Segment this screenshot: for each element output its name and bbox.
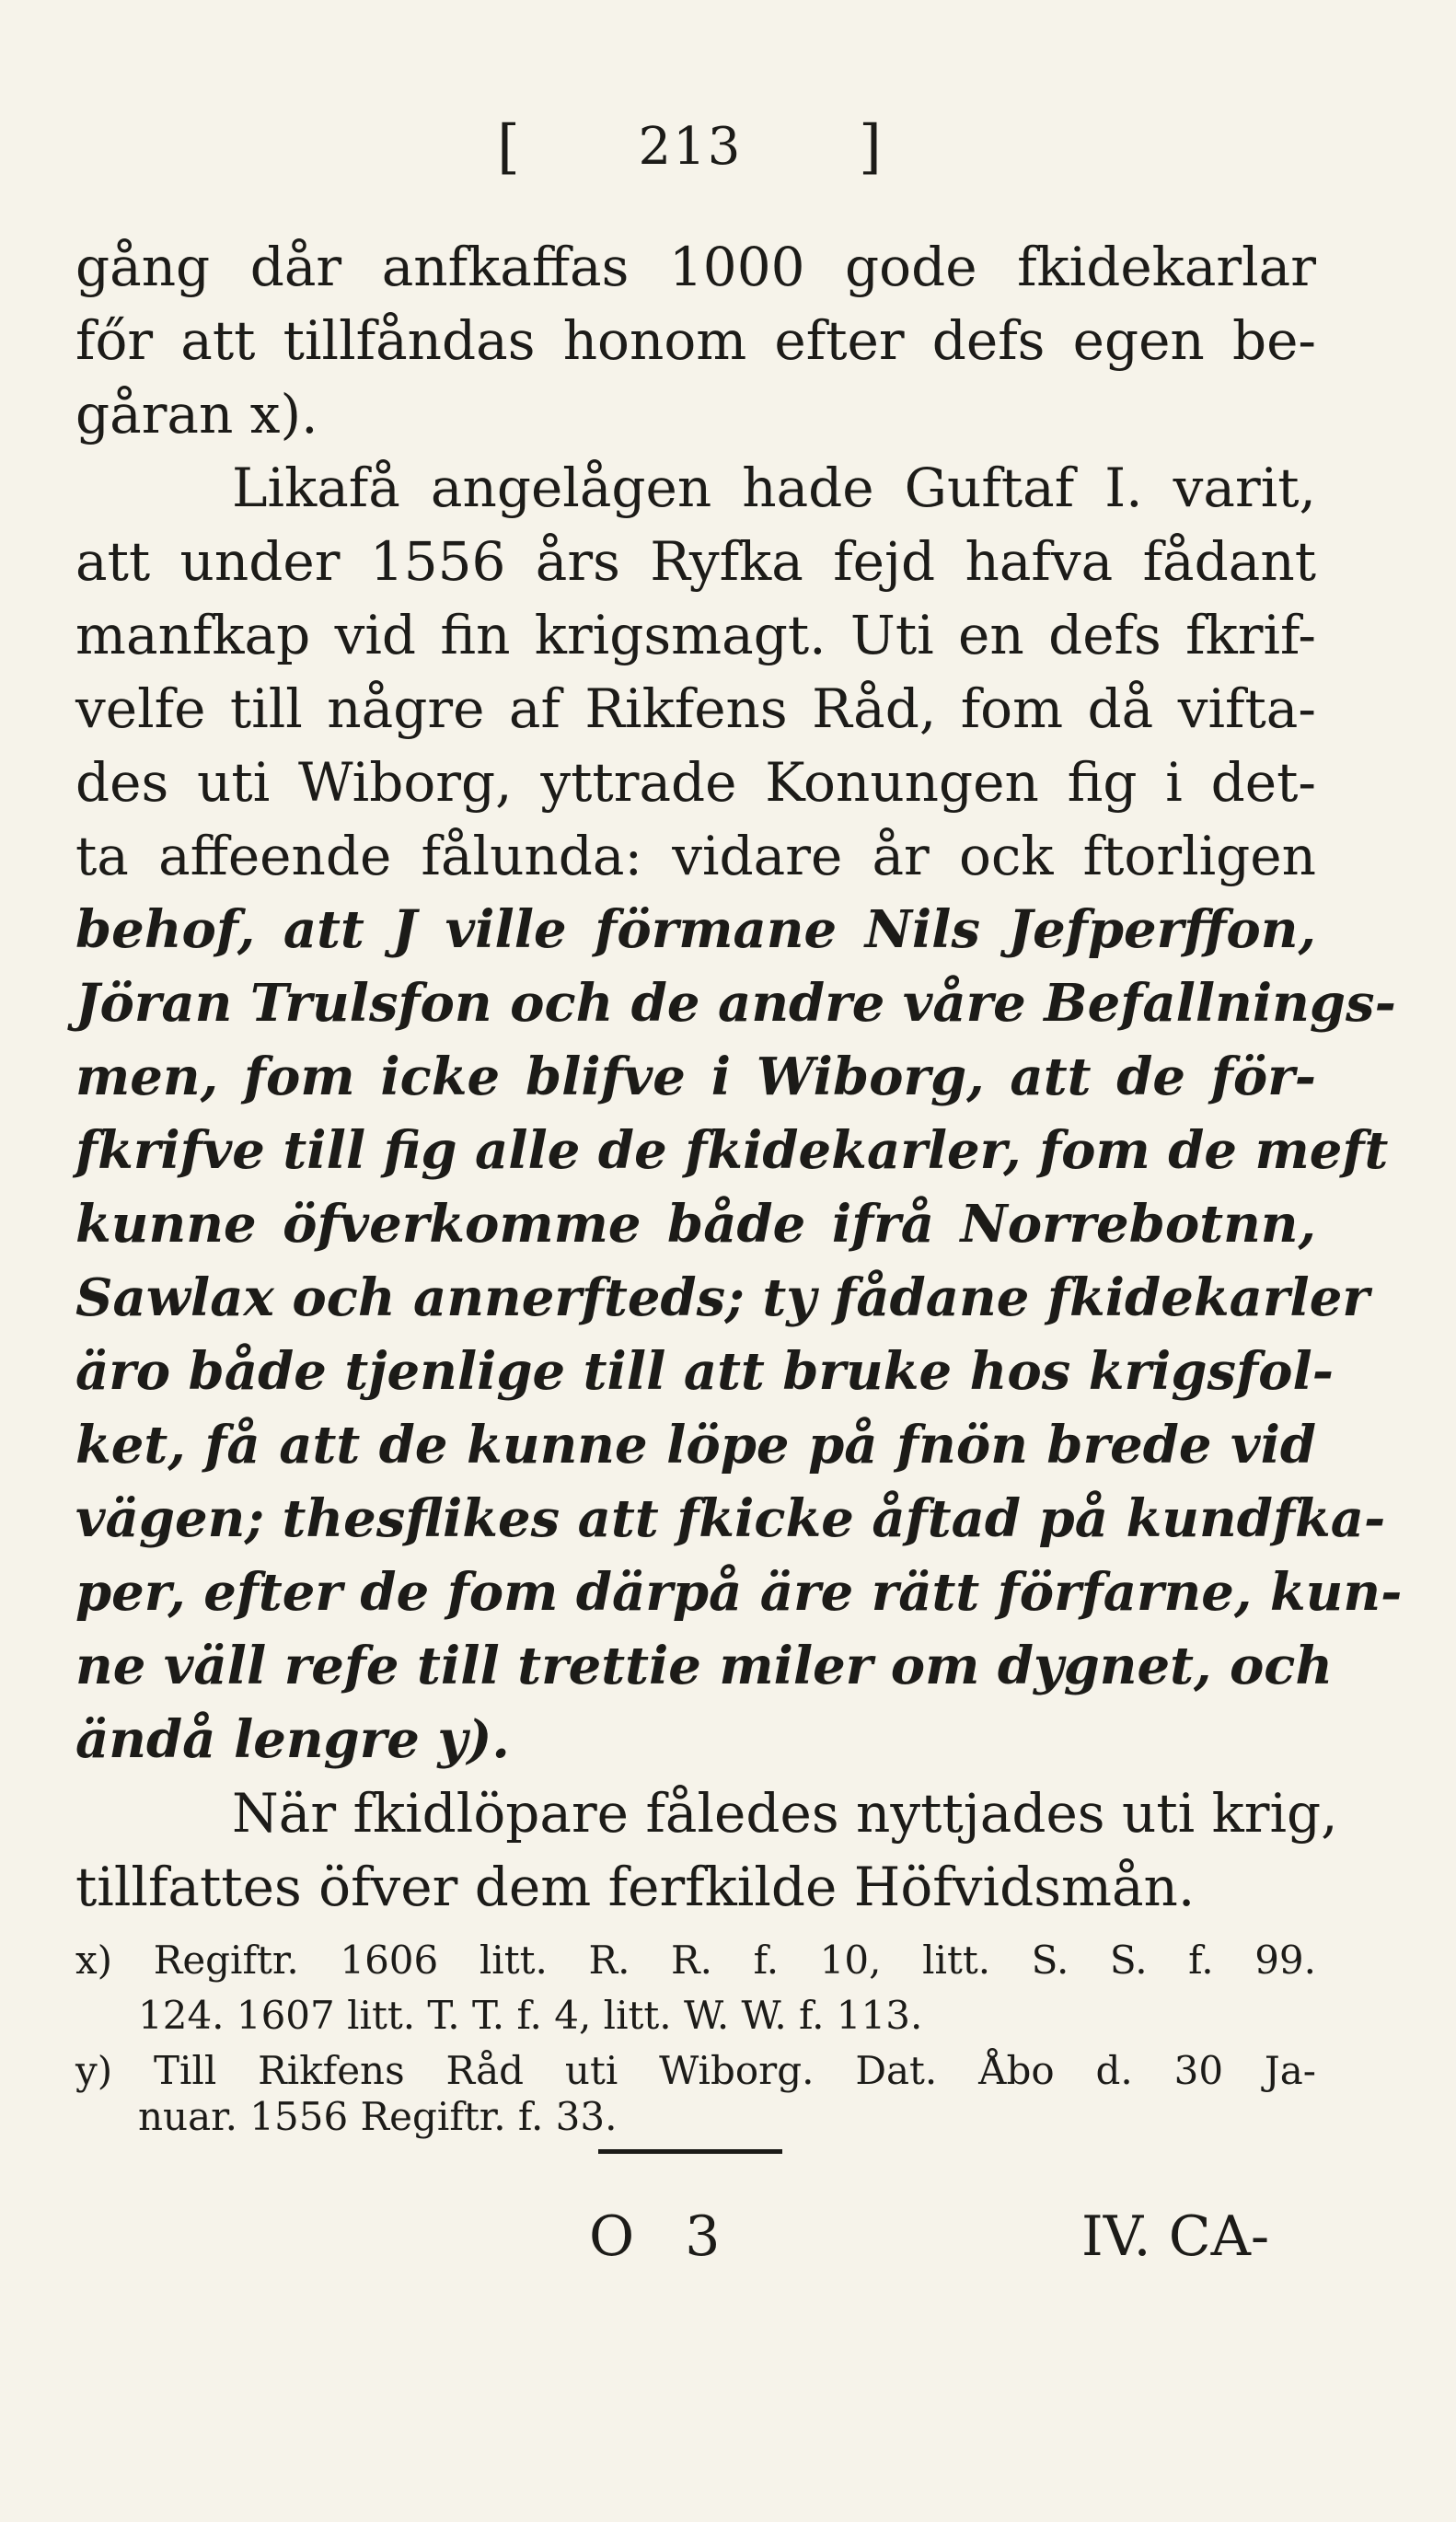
footnote-y-cont: nuar. 1556 Regiftr. f. 33. <box>138 2094 618 2139</box>
body-line: manfkap vid fin krigsmagt. Uti en defs fkrif- <box>75 604 1316 666</box>
body-line-italic: Jöran Trulsfon och de andre våre Befallnings- <box>75 973 1396 1034</box>
body-line: főr att tillfåndas honom efter defs egen be- <box>75 309 1316 372</box>
body-line-italic: ne väll refe till trettie miler om dygnet, och <box>75 1636 1334 1696</box>
body-line: att under 1556 års Ryfka fejd hafva fådant <box>75 530 1316 593</box>
body-line-italic: ket, få att de kunne löpe på fnön brede vid <box>75 1415 1316 1475</box>
body-line-italic: behof, att J ville förmane Nils Jefperffon, <box>75 899 1316 960</box>
body-line: velfe till någre af Rikfens Råd, fom då vifta- <box>75 677 1316 740</box>
body-line-italic: kunne öfverkomme både ifrå Norrebotnn, <box>75 1194 1316 1255</box>
body-line: tillfattes öfver dem ferfkilde Höfvidsmån. <box>75 1856 1196 1918</box>
footnote-x-cont: 124. 1607 litt. T. T. f. 4, litt. W. W. f. 113. <box>138 1993 923 2038</box>
footnote-x: x) Regiftr. 1606 litt. R. R. f. 10, litt. S. S. f. 99. <box>75 1938 1316 1983</box>
body-line-italic: äro både tjenlige till att bruke hos krigsfol- <box>75 1341 1334 1402</box>
body-line: ta affeende fålunda: vidare år ock ftorligen <box>75 825 1316 887</box>
page-number-header <box>497 110 884 184</box>
body-line-italic: per, efter de fom därpå äre rätt förfarne, kun- <box>75 1562 1403 1623</box>
bracket-open: [ <box>497 113 522 181</box>
catchword: IV. CA- <box>1081 2204 1270 2269</box>
body-line: des uti Wiborg, yttrade Konungen fig i det- <box>75 751 1316 814</box>
body-line-italic: Sawlax och annerfteds; ty fådane fkidekarler <box>75 1267 1369 1328</box>
printer-signature-mark: O 3 <box>589 2204 737 2269</box>
bracket-close: ] <box>859 113 884 181</box>
body-line: När fkidlöpare fåledes nyttjades uti krig, <box>232 1782 1338 1845</box>
body-line: gång dår anfkaffas 1000 gode fkidekarlar <box>75 236 1316 298</box>
footnote-y: y) Till Rikfens Råd uti Wiborg. Dat. Åbo d. 30 Ja- <box>75 2048 1316 2093</box>
body-line-italic: men, fom icke blifve i Wiborg, att de för- <box>75 1047 1316 1107</box>
page-number: 213 <box>638 117 743 177</box>
body-line-italic: fkrifve till fig alle de fkidekarler, fom de meft <box>75 1120 1389 1181</box>
body-line-italic: vägen; thesflikes att fkicke åftad på kundfka- <box>75 1488 1386 1549</box>
footnote-rule-divider <box>598 2149 782 2154</box>
body-line-italic: ändå lengre y). <box>75 1709 510 1770</box>
body-line: gåran x). <box>75 383 318 445</box>
body-line: Likafå angelågen hade Guftaf I. varit, <box>232 457 1316 519</box>
